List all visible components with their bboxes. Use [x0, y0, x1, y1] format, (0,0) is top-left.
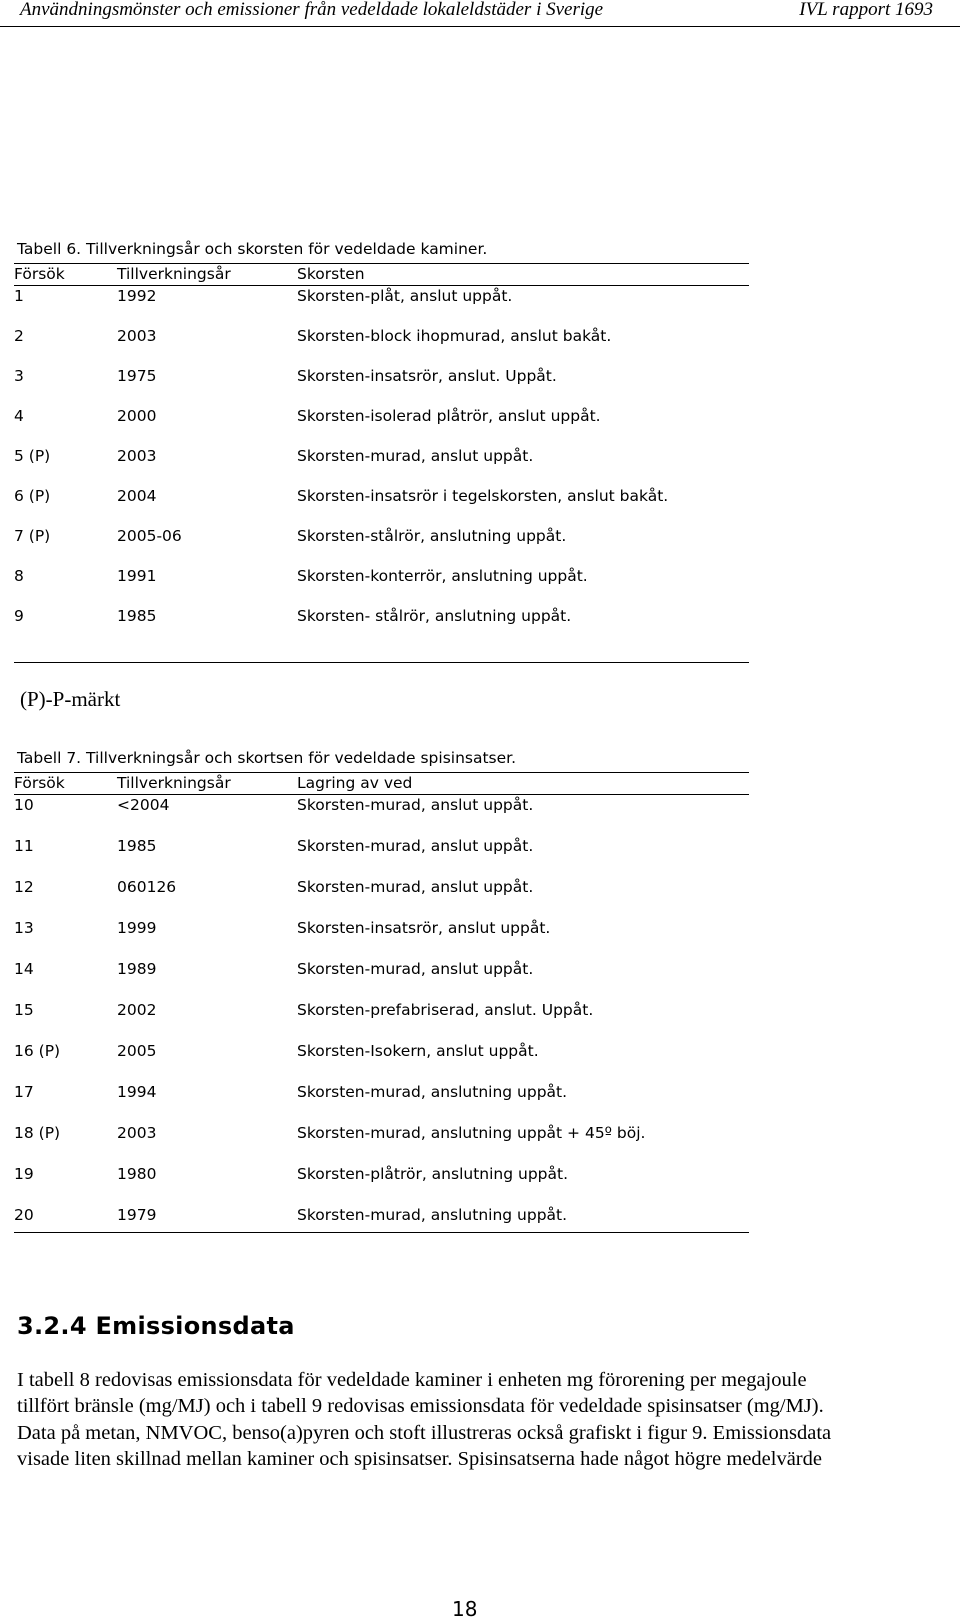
table-row	[14, 367, 749, 389]
table-row	[14, 487, 749, 509]
row-year: 060126	[117, 878, 177, 896]
row-description: Skorsten-stålrör, anslutning uppåt.	[297, 527, 567, 545]
row-description: Skorsten-plåtrör, anslutning uppåt.	[297, 1165, 569, 1183]
body-line: I tabell 8 redovisas emissionsdata för vedeldade kaminer i enheten mg förorening per megajoule	[17, 1369, 807, 1391]
section-body	[17, 1367, 917, 1472]
row-forsok: 7 (P)	[14, 527, 51, 545]
row-description: Skorsten-murad, anslut uppåt.	[297, 837, 534, 855]
row-forsok: 14	[14, 960, 34, 978]
row-forsok: 10	[14, 796, 34, 814]
table-row	[14, 1001, 749, 1023]
table-row	[14, 1083, 749, 1105]
table-row	[14, 447, 749, 469]
row-forsok: 17	[14, 1083, 34, 1101]
row-year: 1989	[117, 960, 157, 978]
row-description: Skorsten-murad, anslutning uppåt + 45º böj.	[297, 1124, 646, 1142]
row-forsok: 12	[14, 878, 34, 896]
row-year: 1979	[117, 1206, 157, 1224]
row-description: Skorsten-insatsrör, anslut. Uppåt.	[297, 367, 557, 385]
table-row	[14, 327, 749, 349]
body-line: visade liten skillnad mellan kaminer och spisinsatser. Spisinsatserna hade något högre medelvärde	[17, 1447, 822, 1470]
body-line: tillfört bränsle (mg/MJ) och i tabell 9 redovisas emissionsdata för vedeldade spisinsatser (mg/MJ).	[17, 1395, 824, 1418]
table6-header-skorsten: Skorsten	[297, 265, 365, 283]
row-description: Skorsten-murad, anslutning uppåt.	[297, 1083, 568, 1101]
row-year: 1985	[117, 837, 157, 855]
row-forsok: 1	[14, 287, 24, 305]
row-year: 1994	[117, 1083, 157, 1101]
header-report-number: IVL rapport 1693	[799, 0, 933, 20]
row-year: 1975	[117, 367, 157, 385]
row-forsok: 9	[14, 607, 24, 625]
row-description: Skorsten-murad, anslut uppåt.	[297, 796, 534, 814]
table-row	[14, 878, 749, 900]
row-year: 2003	[117, 327, 157, 345]
table-row	[14, 796, 749, 818]
table7-header-tillverkningsar: Tillverkningsår	[117, 774, 231, 792]
row-forsok: 4	[14, 407, 24, 425]
row-year: 1980	[117, 1165, 157, 1183]
table7-header-forsok: Försök	[14, 774, 65, 792]
row-year: 1985	[117, 607, 157, 625]
table7-caption: Tabell 7. Tillverkningsår och skortsen för vedeldade spisinsatser.	[17, 749, 517, 767]
page-header	[0, 0, 960, 27]
row-description: Skorsten-isolerad plåtrör, anslut uppåt.	[297, 407, 601, 425]
row-year: 2002	[117, 1001, 157, 1019]
row-year: 2000	[117, 407, 157, 425]
row-description: Skorsten-murad, anslutning uppåt.	[297, 1206, 568, 1224]
table7-header-lagring: Lagring av ved	[297, 774, 413, 792]
table-row	[14, 919, 749, 941]
row-forsok: 11	[14, 837, 34, 855]
row-description: Skorsten-prefabriserad, anslut. Uppåt.	[297, 1001, 594, 1019]
table7-top-rule	[14, 772, 749, 773]
row-description: Skorsten-block ihopmurad, anslut bakåt.	[297, 327, 612, 345]
row-forsok: 5 (P)	[14, 447, 51, 465]
row-year: 2003	[117, 447, 157, 465]
table-row	[14, 287, 749, 309]
table6-header-forsok: Försök	[14, 265, 65, 283]
row-description: Skorsten-plåt, anslut uppåt.	[297, 287, 513, 305]
row-forsok: 16 (P)	[14, 1042, 61, 1060]
table6-note: (P)-P-märkt	[20, 687, 121, 711]
table-row	[14, 1124, 749, 1146]
table6-caption: Tabell 6. Tillverkningsår och skorsten för vedeldade kaminer.	[17, 240, 488, 258]
row-year: 1999	[117, 919, 157, 937]
body-line: Data på metan, NMVOC, benso(a)pyren och stoft illustreras också grafiskt i figur 9. Emissionsdata	[17, 1421, 832, 1444]
row-forsok: 19	[14, 1165, 34, 1183]
table7-header-row	[14, 774, 749, 796]
row-description: Skorsten-insatsrör i tegelskorsten, anslut bakåt.	[297, 487, 669, 505]
row-year: 1991	[117, 567, 157, 585]
row-description: Skorsten-murad, anslut uppåt.	[297, 960, 534, 978]
row-description: Skorsten- stålrör, anslutning uppåt.	[297, 607, 572, 625]
table-row	[14, 527, 749, 549]
row-year: 1992	[117, 287, 157, 305]
table-row	[14, 960, 749, 982]
table6-header-tillverkningsar: Tillverkningsår	[117, 265, 231, 283]
section-heading: 3.2.4 Emissionsdata	[17, 1312, 295, 1340]
row-year: 2005-06	[117, 527, 182, 545]
row-year: 2003	[117, 1124, 157, 1142]
table-row	[14, 1165, 749, 1187]
header-report-title: Användningsmönster och emissioner från vedeldade lokaleldstäder i Sverige	[20, 0, 604, 20]
table-row	[14, 837, 749, 859]
table6-header-rule	[14, 285, 749, 286]
row-forsok: 20	[14, 1206, 34, 1224]
table6-top-rule	[14, 263, 749, 264]
row-description: Skorsten-murad, anslut uppåt.	[297, 447, 534, 465]
row-forsok: 6 (P)	[14, 487, 51, 505]
row-forsok: 18 (P)	[14, 1124, 61, 1142]
row-description: Skorsten-Isokern, anslut uppåt.	[297, 1042, 539, 1060]
row-forsok: 15	[14, 1001, 34, 1019]
row-year: 2005	[117, 1042, 157, 1060]
row-description: Skorsten-insatsrör, anslut uppåt.	[297, 919, 551, 937]
table-row	[14, 567, 749, 589]
row-year: 2004	[117, 487, 157, 505]
table-row	[14, 607, 749, 629]
page-number: 18	[452, 1597, 478, 1621]
row-description: Skorsten-murad, anslut uppåt.	[297, 878, 534, 896]
table-row	[14, 1042, 749, 1064]
row-year: <2004	[117, 796, 170, 814]
row-forsok: 8	[14, 567, 24, 585]
table6-header-row	[14, 265, 749, 287]
row-forsok: 3	[14, 367, 24, 385]
table-row	[14, 407, 749, 429]
table7-bottom-rule	[14, 1232, 749, 1233]
row-forsok: 13	[14, 919, 34, 937]
table-row	[14, 1206, 749, 1228]
table7-header-rule	[14, 794, 749, 795]
row-description: Skorsten-konterrör, anslutning uppåt.	[297, 567, 588, 585]
table6-bottom-rule	[14, 662, 749, 663]
row-forsok: 2	[14, 327, 24, 345]
